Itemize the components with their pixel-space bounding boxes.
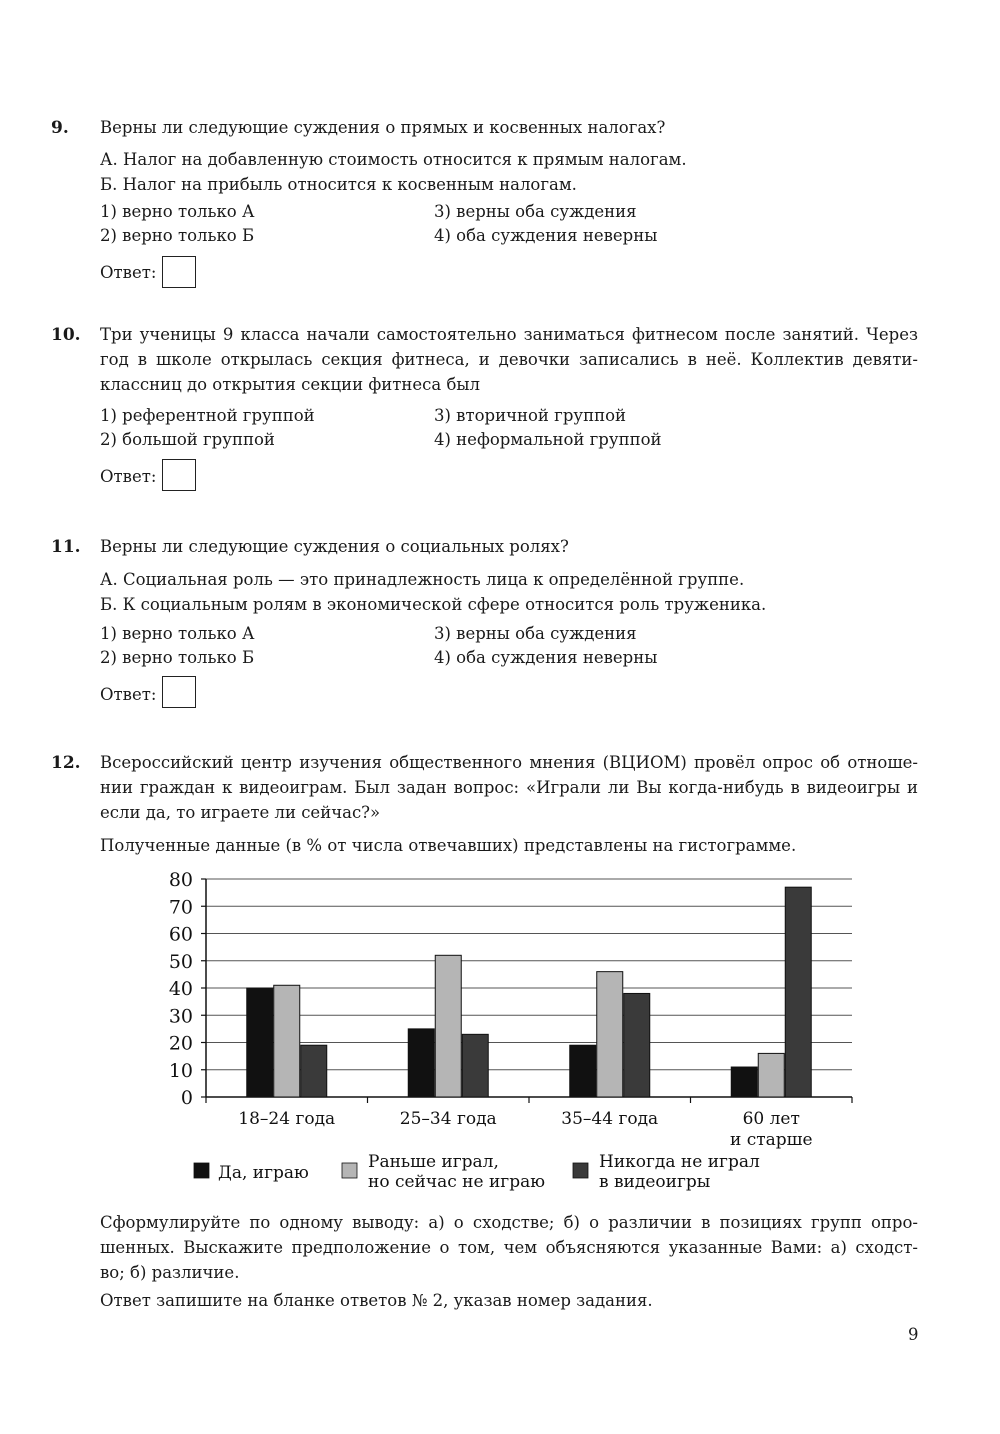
x-tick-label: и старше (729, 1130, 813, 1150)
question-9-option-2[interactable]: 2) верно только Б (100, 226, 255, 245)
x-tick-label: 60 лет (742, 1109, 800, 1129)
bar (731, 1067, 757, 1097)
bar (408, 1029, 434, 1097)
question-9-option-3[interactable]: 3) верны оба суждения (434, 202, 637, 221)
bar (301, 1045, 327, 1097)
question-10-line-3: классниц до открытия секции фитнеса был (100, 375, 480, 394)
bar (274, 985, 300, 1097)
question-11-option-1[interactable]: 1) верно только А (100, 624, 255, 643)
bar (785, 887, 811, 1097)
x-tick-label: 35–44 года (561, 1109, 659, 1129)
bar (247, 988, 273, 1097)
question-12-line-2: нии граждан к видеоиграм. Был задан вопрос: «Играли ли Вы когда-нибудь в видеоигры и (100, 778, 918, 797)
question-10-number: 10. (51, 325, 81, 345)
legend-label: Никогда не играл (599, 1152, 760, 1172)
question-11-option-2[interactable]: 2) верно только Б (100, 648, 255, 667)
question-11-option-3[interactable]: 3) верны оба суждения (434, 624, 637, 643)
question-10-answer-box[interactable] (162, 459, 196, 491)
question-12-task-line-1: Сформулируйте по одному выводу: а) о сходстве; б) о различии в позициях групп опро- (100, 1213, 918, 1232)
question-12-task-line-2: шенных. Выскажите предположение о том, чем объясняются указанные Вами: а) сходст- (100, 1238, 918, 1257)
question-9-text: Верны ли следующие суждения о прямых и косвенных налогах? (100, 118, 666, 137)
y-tick-label: 60 (168, 923, 193, 946)
question-11-number: 11. (51, 537, 81, 557)
y-tick-label: 10 (168, 1059, 193, 1082)
legend-label: но сейчас не играю (368, 1172, 546, 1192)
y-tick-label: 20 (168, 1032, 193, 1055)
question-11-answer-box[interactable] (162, 676, 196, 708)
y-tick-label: 50 (168, 950, 193, 973)
legend-swatch (194, 1163, 209, 1178)
y-tick-label: 70 (168, 896, 193, 919)
bar (597, 972, 623, 1097)
question-11-statement-b: Б. К социальным ролям в экономической сфере относится роль труженика. (100, 595, 767, 614)
legend-label: Раньше играл, (368, 1152, 499, 1172)
bar (462, 1034, 488, 1097)
page-number: 9 (908, 1325, 919, 1344)
question-12-instruction: Ответ запишите на бланке ответов № 2, указав номер задания. (100, 1291, 653, 1310)
question-9-statement-a: А. Налог на добавленную стоимость относится к прямым налогам. (100, 150, 687, 169)
question-11-text: Верны ли следующие суждения о социальных ролях? (100, 537, 569, 556)
y-tick-label: 0 (180, 1087, 193, 1109)
question-10-option-4[interactable]: 4) неформальной группой (434, 430, 662, 449)
question-9-option-1[interactable]: 1) верно только А (100, 202, 255, 221)
question-12-intro: Полученные данные (в % от числа отвечавших) представлены на гистограмме. (100, 836, 797, 855)
y-tick-label: 80 (168, 869, 193, 891)
question-11-option-4[interactable]: 4) оба суждения неверны (434, 648, 658, 667)
question-9-statement-b: Б. Налог на прибыль относится к косвенным налогам. (100, 175, 577, 194)
bar (570, 1045, 596, 1097)
question-11-answer-label: Ответ: (100, 685, 157, 704)
x-tick-label: 18–24 года (238, 1109, 336, 1129)
legend-swatch (342, 1163, 357, 1178)
question-9-answer-label: Ответ: (100, 263, 157, 282)
question-9-option-4[interactable]: 4) оба суждения неверны (434, 226, 658, 245)
video-games-histogram (0, 860, 1000, 1200)
question-9-answer-box[interactable] (162, 256, 196, 288)
y-tick-label: 40 (168, 978, 193, 1000)
question-11-statement-a: А. Социальная роль — это принадлежность лица к определённой группе. (100, 570, 745, 589)
question-10-option-2[interactable]: 2) большой группой (100, 430, 275, 449)
legend-label: в видеоигры (599, 1172, 711, 1192)
question-12-line-3: если да, то играете ли сейчас?» (100, 803, 381, 822)
question-10-option-3[interactable]: 3) вторичной группой (434, 406, 627, 425)
question-12-line-1: Всероссийский центр изучения общественного мнения (ВЦИОМ) провёл опрос об отноше- (100, 753, 918, 772)
question-10-line-1: Три ученицы 9 класса начали самостоятельно заниматься фитнесом после занятий. Через (100, 325, 918, 344)
x-tick-label: 25–34 года (399, 1109, 497, 1129)
bar (624, 993, 650, 1097)
bar (758, 1053, 784, 1097)
question-10-line-2: год в школе открылась секция фитнеса, и девочки записались в неё. Коллектив девяти- (100, 350, 918, 369)
question-12-number: 12. (51, 753, 81, 773)
question-12-task-line-3: во; б) различие. (100, 1263, 240, 1282)
y-tick-label: 30 (168, 1005, 193, 1028)
bar (435, 955, 461, 1097)
question-10-answer-label: Ответ: (100, 467, 157, 486)
question-10-option-1[interactable]: 1) референтной группой (100, 406, 315, 425)
legend-label: Да, играю (218, 1163, 309, 1183)
legend-swatch (573, 1163, 588, 1178)
question-9-number: 9. (51, 118, 69, 138)
